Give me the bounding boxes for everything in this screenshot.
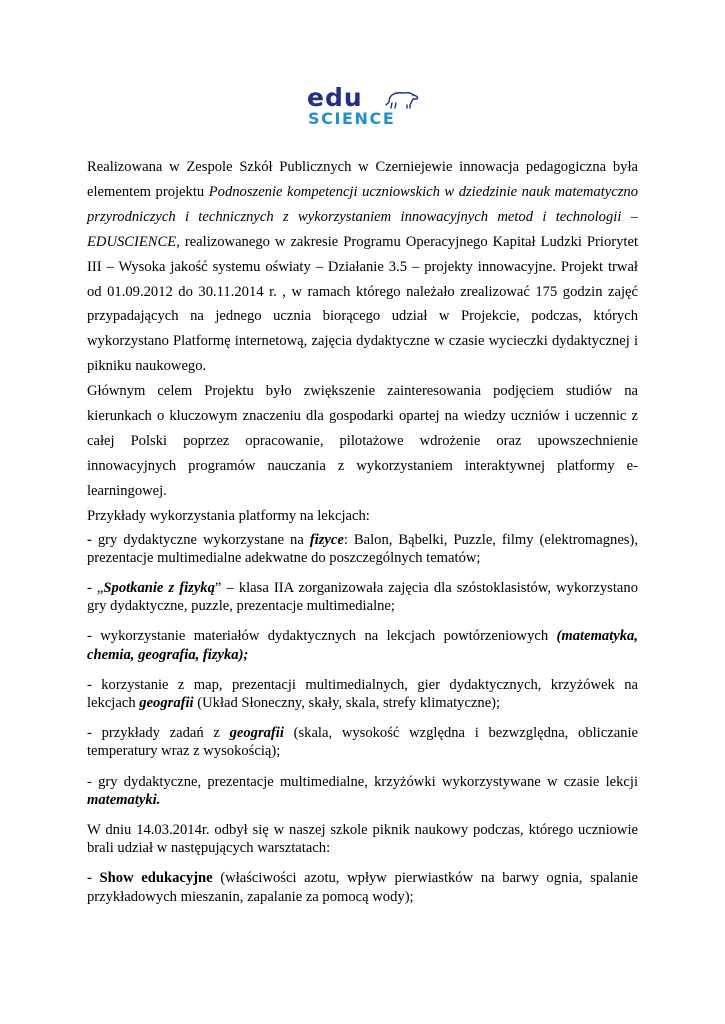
list-item-text: (Układ Słoneczny, skały, skala, strefy klimatyczne); — [193, 695, 501, 712]
list-item-text: (skala, wysokość względna i bezwzględna, obliczanie temperatury wraz z wysokością); — [87, 725, 638, 760]
intro-text-1: Realizowana w Zespole Szkół Publicznych w Czerniejewie innowacja pedagogiczna była elementem projektu — [87, 159, 638, 200]
workshop-title: - Show edukacyjne — [87, 870, 213, 887]
subject-physics: fizyce — [309, 531, 344, 548]
list-item-text: gry dydaktyczne wykorzystane na — [91, 531, 310, 548]
polar-bear-icon — [386, 93, 418, 108]
intro-section — [87, 155, 638, 529]
goal-paragraph: Głównym celem Projektu było zwiększenie zainteresowania podjęciem studiów na kierunkach o kluczowym znaczeniu dla gospodarki opartej na wiedzy uczniów i uczennic z całej Polski poprzez opracowanie, pilotażowe wdrożenie oraz upowszechnienie innowacyjnych programów nauczania z wykorzystaniem interaktywnej platformy e-learningowej. — [87, 383, 638, 499]
eduscience-logo — [306, 84, 422, 126]
logo-science-text: SCIENCE — [308, 109, 396, 126]
list-item-dash: - — [87, 531, 92, 548]
list-item-text: - gry dydaktyczne, prezentacje multimedialne, krzyżówki wykorzystywane w czasie lekcji — [87, 773, 638, 790]
eduscience-logo-graphic — [306, 84, 422, 126]
intro-text-2: , realizowanego w zakresie Programu Operacyjnego Kapitał Ludzki Priorytet III – Wysoka jakość systemu oświaty – Działanie 3.5 – projekty innowacyjne. Projekt trwał od 01.09.2012 do 30.11.2014 r. , w ramach którego należało zrealizować 175 godzin zajęć przypadających na jednego ucznia biorącego udział w Projekcie, podczas, których wykorzystano Platformę internetową, zajęcia dydaktyczne w czasie wycieczki dydaktycznej i pikniku naukowego. — [87, 233, 638, 375]
examples-heading: Przykłady wykorzystania platformy na lekcjach: — [87, 507, 370, 524]
list-item — [87, 579, 638, 615]
list-item-text: ” – klasa IIA zorganizowała zajęcia dla szóstoklasistów, wykorzystano gry dydaktyczne, puzzle, prezentacje multimedialne; — [87, 580, 638, 615]
examples-list — [87, 531, 638, 906]
subject-math: matematyki. — [87, 791, 161, 808]
list-item — [87, 724, 638, 760]
list-item — [87, 676, 638, 712]
list-item — [87, 869, 638, 905]
list-item-text: : Balon, Bąbelki, Puzzle, filmy (elektromagnes), prezentacje multimedialne adekwatne do poszczególnych tematów; — [87, 531, 638, 566]
document-body — [87, 155, 638, 918]
list-item — [87, 627, 638, 663]
list-item-text: - wykorzystanie materiałów dydaktycznych na lekcjach powtórzeniowych — [87, 628, 557, 645]
intro-paragraph — [87, 155, 638, 379]
list-item — [87, 531, 638, 567]
list-item — [87, 773, 638, 809]
project-title: Podnoszenie kompetencji uczniowskich w dziedzinie nauk matematyczno przyrodniczych i technicznych z wykorzystaniem innowacyjnych metod i technologii – EDUSCIENCE — [87, 183, 638, 250]
list-item-text: - przykłady zadań z — [87, 725, 230, 742]
subject-list: (matematyka, chemia, geografia, fizyka); — [87, 628, 638, 663]
subject-geography: geografii — [139, 695, 194, 712]
list-item-text: - korzystanie z map, prezentacji multimedialnych, gier dydaktycznych, krzyżówek na lekcjach — [87, 676, 638, 712]
event-title: Spotkanie z fizyką — [103, 580, 215, 596]
logo-edu-text: edu — [307, 84, 363, 112]
picnic-paragraph: W dniu 14.03.2014r. odbył się w naszej szkole piknik naukowy podczas, którego uczniowie brali udział w następujących warsztatach: — [87, 822, 638, 857]
list-item-text: (właściwości azotu, wpływ pierwiastków na barwy ognia, spalanie przykładowych mieszanin, zapalanie za pomocą wody); — [87, 870, 638, 905]
list-item-text: - „ — [87, 580, 104, 596]
subject-geography: geografii — [229, 725, 284, 742]
